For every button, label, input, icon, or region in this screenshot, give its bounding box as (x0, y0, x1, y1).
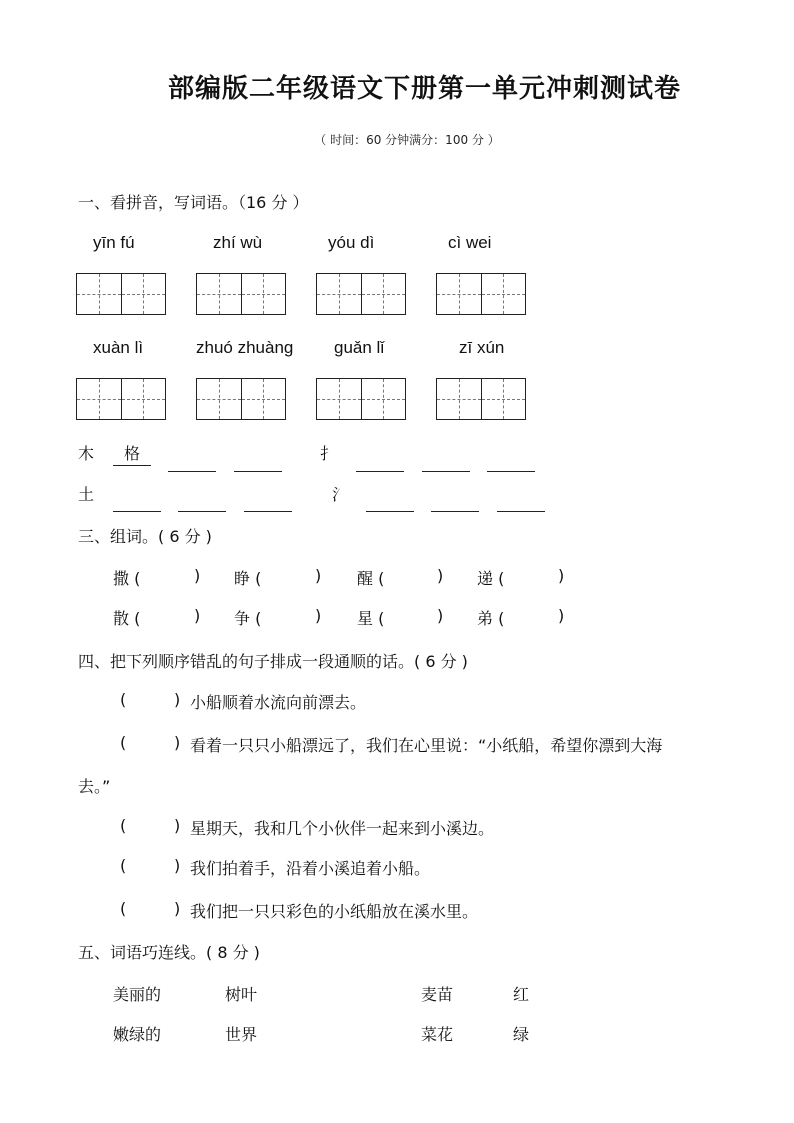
page-title: 部编版二年级语文下册第一单元冲刺测试卷 (167, 74, 681, 104)
answer-blank[interactable] (244, 497, 292, 516)
radical-char: 土 (78, 485, 95, 504)
match-word[interactable]: 红 (513, 985, 530, 1004)
pinyin-label: zī xún (459, 338, 505, 357)
word-open: 争 ( (234, 609, 262, 628)
answer-blank[interactable] (234, 457, 282, 476)
pinyin-label: yóu dì (328, 233, 375, 252)
word-open: 醒 ( (357, 569, 385, 588)
match-word[interactable]: 菜花 (421, 1025, 454, 1044)
example-word: 格 (113, 441, 151, 466)
paren-close: ) (194, 606, 201, 625)
pinyin-label: zhí wù (213, 233, 263, 252)
paren-close: ) (437, 606, 444, 625)
match-word[interactable]: 树叶 (225, 985, 258, 1004)
match-word[interactable]: 嫩绿的 (113, 1025, 162, 1044)
answer-blank[interactable] (431, 497, 479, 516)
radical-char: 木 (78, 444, 95, 463)
paren-close: ) (174, 733, 181, 752)
paren-close: ) (315, 606, 322, 625)
match-word[interactable]: 麦苗 (421, 985, 454, 1004)
answer-blank[interactable] (356, 457, 404, 476)
radical-char: 扌 (320, 444, 337, 463)
q1-heading: 一、看拼音，写词语。（16 分 ） (78, 193, 309, 212)
word-open: 递 ( (477, 569, 505, 588)
paren-close: ) (174, 816, 181, 835)
writing-grid[interactable] (316, 273, 406, 315)
sentence-text: 星期天，我和几个小伙伴一起来到小溪边。 (190, 819, 495, 838)
writing-grid[interactable] (196, 273, 286, 315)
q3-heading: 三、组词。( 6 分 ) (78, 527, 212, 546)
paren-close: ) (558, 606, 565, 625)
writing-grid[interactable] (436, 378, 526, 420)
answer-blank[interactable] (178, 497, 226, 516)
sentence-text: 我们拍着手，沿着小溪追着小船。 (190, 859, 431, 878)
pinyin-label: guǎn lǐ (334, 338, 385, 357)
paren-close: ) (194, 566, 201, 585)
paren-close: ) (315, 566, 322, 585)
match-word[interactable]: 美丽的 (113, 985, 162, 1004)
word-open: 睁 ( (234, 569, 262, 588)
pinyin-label: xuàn lì (93, 338, 144, 357)
paren-close: ) (174, 690, 181, 709)
answer-blank[interactable] (487, 457, 535, 476)
answer-blank[interactable] (366, 497, 414, 516)
sentence-text: 小船顺着水流向前漂去。 (190, 693, 367, 712)
pinyin-label: yīn fú (93, 233, 135, 252)
paren-open: ( (120, 816, 127, 835)
paren-close: ) (174, 856, 181, 875)
q5-heading: 五、词语巧连线。( 8 分 ) (78, 943, 260, 962)
sentence-text: 我们把一只只彩色的小纸船放在溪水里。 (190, 902, 479, 921)
writing-grid[interactable] (196, 378, 286, 420)
sentence-text: 看着一只只小船漂远了，我们在心里说：“小纸船，希望你漂到大海 (190, 736, 663, 755)
word-open: 星 ( (357, 609, 385, 628)
page-subtitle: （ 时间：60 分钟满分：100 分 ） (314, 133, 500, 147)
writing-grid[interactable] (316, 378, 406, 420)
word-open: 撒 ( (113, 569, 141, 588)
paren-close: ) (174, 899, 181, 918)
pinyin-label: cì wei (448, 233, 492, 252)
writing-grid[interactable] (436, 273, 526, 315)
paren-open: ( (120, 733, 127, 752)
writing-grid[interactable] (76, 378, 166, 420)
word-open: 散 ( (113, 609, 141, 628)
sentence-continuation: 去。” (78, 777, 111, 796)
answer-blank[interactable] (113, 497, 161, 516)
match-word[interactable]: 绿 (513, 1025, 530, 1044)
paren-open: ( (120, 899, 127, 918)
answer-blank[interactable] (497, 497, 545, 516)
answer-blank[interactable] (168, 457, 216, 476)
writing-grid[interactable] (76, 273, 166, 315)
answer-blank[interactable] (422, 457, 470, 476)
pinyin-label: zhuó zhuàng (196, 338, 294, 357)
paren-open: ( (120, 856, 127, 875)
paren-open: ( (120, 690, 127, 709)
paren-close: ) (437, 566, 444, 585)
radical-char: 氵 (332, 485, 349, 504)
word-open: 弟 ( (477, 609, 505, 628)
q4-heading: 四、把下列顺序错乱的句子排成一段通顺的话。( 6 分 ) (78, 652, 468, 671)
match-word[interactable]: 世界 (225, 1025, 258, 1044)
paren-close: ) (558, 566, 565, 585)
